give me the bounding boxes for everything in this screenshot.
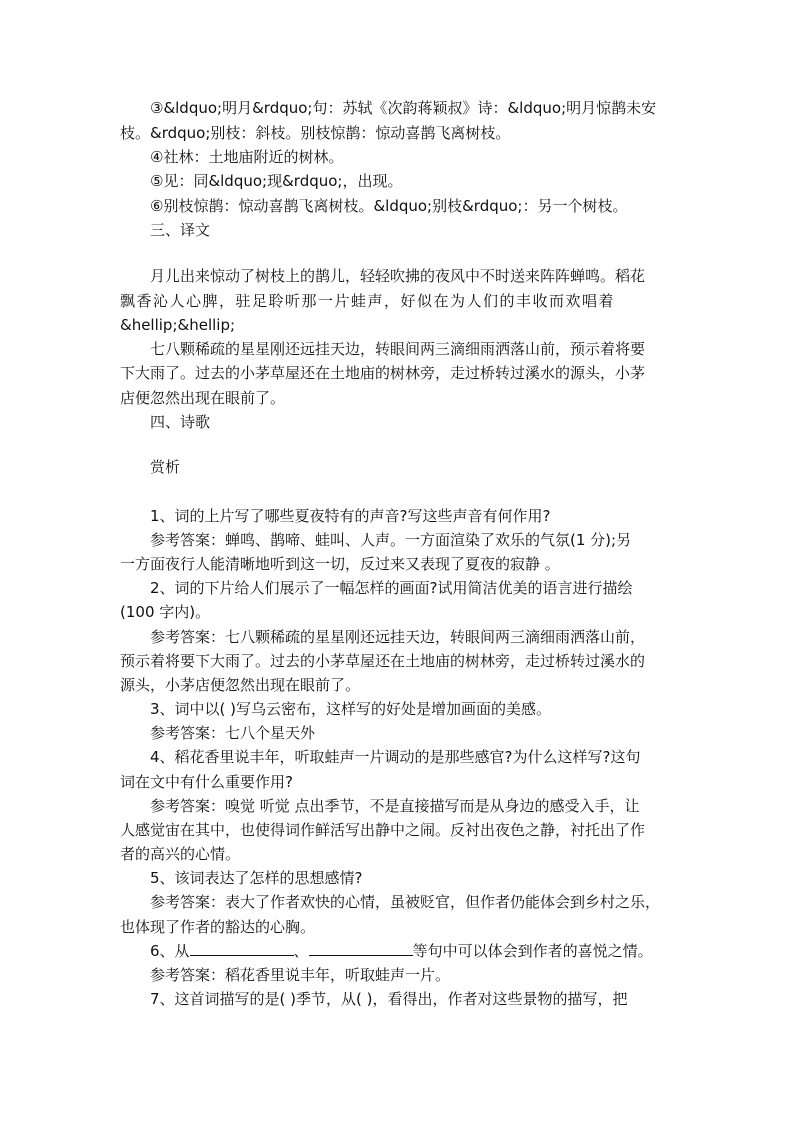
translation-p1-line-1: 月儿出来惊动了树枝上的鹊儿，轻轻吹拂的夜风中不时送来阵阵蝉鸣。稻花 [150, 267, 646, 285]
translation-p2-line-3: 店便忽然出现在眼前了。 [120, 389, 286, 407]
answer-3: 参考答案：七八个星天外 [150, 724, 316, 742]
translation-p1-line-2: 飘香沁人心脾，驻足聆听那一片蛙声，好似在为人们的丰收而欢唱着 [120, 292, 616, 310]
question-2-line-1: 2、词的下片给人们展示了一幅怎样的画面?试用简洁优美的语言进行描绘 [150, 579, 633, 597]
answer-6: 参考答案：稻花香里说丰年，听取蛙声一片。 [150, 966, 451, 984]
note-5: ⑤见：同&ldquo;现&rdquo;，出现。 [150, 172, 403, 190]
note-6: ⑥别枝惊鹊：惊动喜鹊飞离树枝。&ldquo;别枝&rdquo;：另一个树枝。 [150, 197, 628, 215]
section-4-subheading: 赏析 [150, 458, 181, 476]
note-3-line-1: ③&ldquo;明月&rdquo;句：苏轼《次韵蒋颖叔》诗：&ldquo;明月惊鹊未安 [150, 99, 657, 117]
section-3-heading: 三、译文 [150, 221, 211, 239]
section-4-heading: 四、诗歌 [150, 413, 211, 431]
translation-p2-line-1: 七八颗稀疏的星星刚还远挂天边，转眼间两三滴细雨洒落山前，预示着将要 [150, 340, 646, 358]
question-3: 3、词中以( )写乌云密布，这样写的好处是增加画面的美感。 [150, 700, 552, 718]
translation-p1-line-3: &hellip;&hellip; [120, 316, 236, 334]
question-4-line-1: 4、稻花香里说丰年，听取蛙声一片调动的是那些感官?为什么这样写?这句 [150, 748, 641, 766]
answer-1-line-1: 参考答案：蝉鸣、鹊啼、蛙叫、人声。一方面渲染了欢乐的气氛(1 分);另 [150, 531, 632, 549]
fill-in-blank [190, 941, 294, 956]
question-6-separator: 、 [293, 942, 309, 960]
question-1: 1、词的上片写了哪些夏夜特有的声音?写这些声音有何作用? [150, 507, 551, 525]
translation-p2-line-2: 下大雨了。过去的小茅草屋还在土地庙的树林旁，走过桥转过溪水的源头，小茅 [120, 364, 646, 382]
question-5: 5、该词表达了怎样的思想感情? [150, 869, 363, 887]
question-2-line-2: (100 字内)。 [120, 603, 211, 621]
answer-5-line-1: 参考答案：表大了作者欢快的心情，虽被贬官，但作者仍能体会到乡村之乐， [150, 893, 661, 911]
answer-2-line-2: 预示着将要下大雨了。过去的小茅草屋还在土地庙的树林旁，走过桥转过溪水的 [120, 652, 646, 670]
question-7: 7、这首词描写的是( )季节，从( )，看得出，作者对这些景物的描写，把 [150, 990, 628, 1008]
question-6-suffix: 等句中可以体会到作者的喜悦之情。 [412, 942, 653, 960]
fill-in-blank [309, 941, 413, 956]
answer-2-line-1: 参考答案：七八颗稀疏的星星刚还远挂天边，转眼间两三滴细雨洒落山前， [150, 628, 646, 646]
question-6 [150, 941, 653, 961]
note-4: ④社林：土地庙附近的树林。 [150, 148, 344, 166]
note-3-line-2: 枝。&rdquo;别枝：斜枝。别枝惊鹊：惊动喜鹊飞离树枝。 [120, 124, 511, 142]
question-6-prefix: 6、从 [150, 942, 190, 960]
answer-4-line-3: 者的高兴的心情。 [120, 845, 241, 863]
answer-4-line-2: 人感觉宙在其中，也使得词作鲜活写出静中之闹。反衬出夜色之静，衬托出了作 [120, 821, 646, 839]
answer-2-line-3: 源头，小茅店便忽然出现在眼前了。 [120, 676, 361, 694]
answer-5-line-2: 也体现了作者的豁达的心胸。 [120, 918, 316, 936]
answer-4-line-1: 参考答案：嗅觉 听觉 点出季节，不是直接描写而是从身边的感受入手，让 [150, 797, 640, 815]
answer-1-line-2: 一方面夜行人能清晰地听到这一切，反过来又表现了夏夜的寂静 。 [120, 555, 560, 573]
question-4-line-2: 词在文中有什么重要作用? [120, 773, 293, 791]
